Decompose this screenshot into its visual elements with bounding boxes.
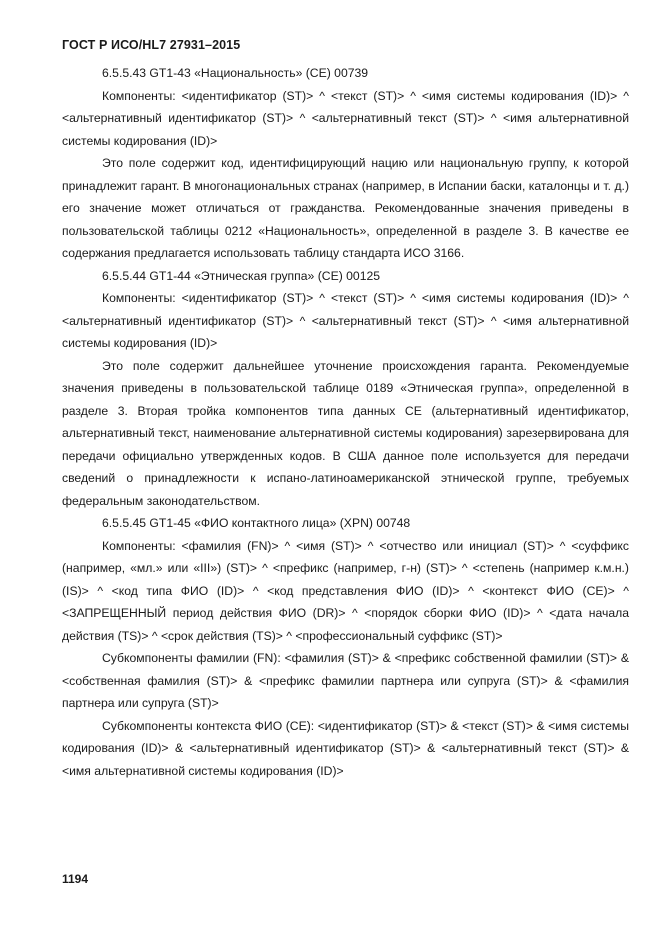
document-body [62, 62, 629, 782]
subcomponents-paragraph: Субкомпоненты фамилии (FN): <фамилия (ST)> & <префикс собственной фамилии (ST)> & <собственная фамилия (ST)> & <префикс фамилии партнера или супруга (ST)> & <фамилия партнера или супруга (ST)> [62, 651, 629, 710]
section-heading-6-5-5-45: 6.5.5.45 GT1-45 «ФИО контактного лица» (XPN) 00748 [102, 516, 411, 530]
subcomponents-paragraph: Субкомпоненты контекста ФИО (CE): <идентификатор (ST)> & <текст (ST)> & <имя системы кодирования (ID)> & <альтернативный идентификатор (ST)> & <альтернативный текст (ST)> & <имя альтернативной системы кодирования (ID)> [62, 718, 629, 778]
description-paragraph: Это поле содержит дальнейшее уточнение происхождения гаранта. Рекомендуемые значения приведены в пользовательской таблице 0189 «Этническая группа», определенной в разделе 3. Вторая тройка компонентов типа данных CE (альтернативный идентификатор, альтернативный текст, наименование альтернативной системы кодирования) зарезервирована для передачи официально утвержденных кодов. В США данное поле используется для передачи сведений о принадлежности к испано-латиноамериканской этнической группе, требуемых федеральным законодательством. [62, 358, 629, 508]
components-paragraph: Компоненты: <идентификатор (ST)> ^ <текст (ST)> ^ <имя системы кодирования (ID)> ^ <альтернативный идентификатор (ST)> ^ <альтернативный текст (ST)> ^ <имя альтернативной системы кодирования (ID)> [62, 291, 629, 350]
description-paragraph: Это поле содержит код, идентифицирующий нацию или национальную группу, к которой принадлежит гарант. В многонациональных странах (например, в Испании баски, каталонцы и т. д.) его значение может отличаться от гражданства. Рекомендованные значения приведены в пользовательской таблицы 0212 «Национальность», определенной в разделе 3. В качестве ее содержания предлагается использовать таблицу стандарта ИСО 3166. [62, 156, 629, 260]
components-paragraph: Компоненты: <идентификатор (ST)> ^ <текст (ST)> ^ <имя системы кодирования (ID)> ^ <альтернативный идентификатор (ST)> ^ <альтернативный текст (ST)> ^ <имя альтернативной системы кодирования (ID)> [62, 88, 629, 148]
document-header: ГОСТ Р ИСО/HL7 27931–2015 [62, 38, 241, 52]
section-heading-6-5-5-43: 6.5.5.43 GT1-43 «Национальность» (CE) 00739 [102, 66, 369, 80]
section-heading-6-5-5-44: 6.5.5.44 GT1-44 «Этническая группа» (CE) 00125 [102, 268, 381, 283]
components-paragraph: Компоненты: <фамилия (FN)> ^ <имя (ST)> ^ <отчество или инициал (ST)> ^ <суффикс (например, «мл.» или «III») (ST)> ^ <префикс (например, г-н) (ST)> ^ <степень (например к.м.н.) (IS)> ^ <код типа ФИО (ID)> ^ <код представления ФИО (ID)> ^ <контекст ФИО (CE)> ^ <ЗАПРЕЩЕННЫЙ период действия ФИО (DR)> ^ <порядок сборки ФИО (ID)> ^ <дата начала действия (TS)> ^ <срок действия (TS)> ^ <профессиональный суффикс (ST)> [62, 538, 629, 643]
page-number: 1194 [62, 872, 89, 886]
